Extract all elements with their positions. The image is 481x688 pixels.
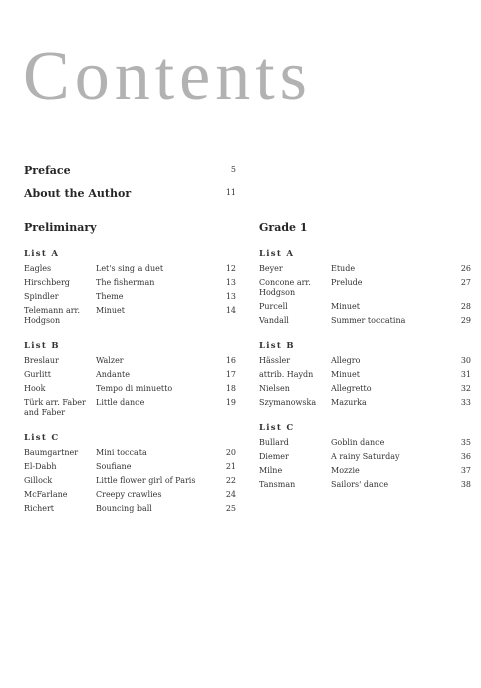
list-heading: List A xyxy=(259,249,295,259)
composer-name: Hirschberg xyxy=(24,278,70,287)
list-block xyxy=(24,432,236,516)
toc-entry xyxy=(24,502,236,516)
piece-title: Walzer xyxy=(96,356,124,365)
list-heading: List A xyxy=(24,249,60,259)
composer-name: Türk arr. Faber and Faber xyxy=(24,398,86,417)
entry-label: About the Author xyxy=(24,187,132,200)
list-heading: List C xyxy=(24,433,60,443)
piece-title: Mini toccata xyxy=(96,448,147,457)
page-number: 13 xyxy=(225,278,236,287)
page-number: 16 xyxy=(225,356,236,365)
toc-entry xyxy=(259,464,471,478)
piece-title: Etude xyxy=(331,264,356,273)
composer-name: Spindler xyxy=(24,292,59,301)
toc-entry xyxy=(24,382,236,396)
composer-name: Diemer xyxy=(259,452,289,461)
toc-entry xyxy=(259,262,471,276)
list-heading: List B xyxy=(24,341,60,351)
piece-title: Creepy crawlies xyxy=(96,490,162,499)
section-heading: Preliminary xyxy=(24,221,97,234)
toc-entry xyxy=(259,354,471,368)
page-number: 31 xyxy=(460,370,471,379)
page-number: 14 xyxy=(225,306,236,315)
page-number: 5 xyxy=(230,165,236,174)
toc-entry xyxy=(24,276,236,290)
piece-title: Minuet xyxy=(96,306,126,315)
page-number: 11 xyxy=(225,188,236,197)
page-title: Contents xyxy=(23,38,312,115)
piece-title: Andante xyxy=(96,370,130,379)
page-number: 38 xyxy=(460,480,471,489)
toc-entry xyxy=(259,382,471,396)
piece-title: Sailors' dance xyxy=(331,480,389,489)
composer-name: attrib. Haydn xyxy=(259,370,314,379)
list-block xyxy=(24,248,236,328)
composer-name: Breslaur xyxy=(24,356,59,365)
toc-entry xyxy=(24,460,236,474)
composer-name: Nielsen xyxy=(259,384,290,393)
composer-name: Bullard xyxy=(259,438,289,447)
piece-title: Minuet xyxy=(331,370,361,379)
list-heading: List C xyxy=(259,423,295,433)
toc-entry xyxy=(259,436,471,450)
toc-entry xyxy=(259,368,471,382)
composer-name: Gurlitt xyxy=(24,370,51,379)
page-number: 13 xyxy=(225,292,236,301)
toc-entry-preface xyxy=(24,164,236,180)
composer-name: Purcell xyxy=(259,302,288,311)
composer-name: Richert xyxy=(24,504,54,513)
list-block xyxy=(259,248,471,328)
piece-title: Theme xyxy=(96,292,124,301)
toc-entry xyxy=(24,446,236,460)
toc-entry xyxy=(24,304,236,328)
composer-name: Milne xyxy=(259,466,283,475)
page-number: 22 xyxy=(225,476,236,485)
toc-entry xyxy=(24,368,236,382)
composer-name: Tansman xyxy=(259,480,296,489)
page-number: 12 xyxy=(225,264,236,273)
list-block xyxy=(24,340,236,420)
toc-entry-about-author xyxy=(24,187,236,203)
toc-entry xyxy=(259,276,471,300)
page-number: 37 xyxy=(460,466,471,475)
toc-entry xyxy=(24,488,236,502)
composer-name: Hook xyxy=(24,384,46,393)
column-preliminary xyxy=(24,220,236,528)
piece-title: A rainy Saturday xyxy=(331,452,400,461)
toc-entry xyxy=(259,300,471,314)
list-heading: List B xyxy=(259,341,295,351)
piece-title: Little dance xyxy=(96,398,145,407)
page-number: 20 xyxy=(225,448,236,457)
page-number: 21 xyxy=(225,462,236,471)
piece-title: Summer toccatina xyxy=(331,316,406,325)
entry-label: Preface xyxy=(24,164,71,177)
toc-entry xyxy=(24,396,236,420)
piece-title: Little flower girl of Paris xyxy=(96,476,196,485)
toc-entry xyxy=(24,474,236,488)
page-number: 17 xyxy=(225,370,236,379)
composer-name: Hässler xyxy=(259,356,291,365)
page-number: 28 xyxy=(460,302,471,311)
page-number: 29 xyxy=(460,316,471,325)
piece-title: The fisherman xyxy=(96,278,155,287)
toc-entry xyxy=(24,290,236,304)
page-number: 32 xyxy=(460,384,471,393)
page-number: 25 xyxy=(225,504,236,513)
section-heading: Grade 1 xyxy=(259,221,308,234)
composer-name: Baumgartner xyxy=(24,448,79,457)
page-number: 24 xyxy=(225,490,236,499)
piece-title: Mozzie xyxy=(331,466,360,475)
composer-name: Vandall xyxy=(259,316,289,325)
page-number: 18 xyxy=(225,384,236,393)
toc-entry xyxy=(259,478,471,492)
composer-name: Concone arr. Hodgson xyxy=(259,278,311,297)
toc-entry xyxy=(259,314,471,328)
piece-title: Minuet xyxy=(331,302,361,311)
piece-title: Goblin dance xyxy=(331,438,385,447)
piece-title: Let's sing a duet xyxy=(96,264,164,273)
composer-name: Beyer xyxy=(259,264,283,273)
page-number: 26 xyxy=(460,264,471,273)
composer-name: El-Dabh xyxy=(24,462,57,471)
toc-entry xyxy=(24,354,236,368)
list-block xyxy=(259,422,471,492)
page-number: 35 xyxy=(460,438,471,447)
page-number: 36 xyxy=(460,452,471,461)
piece-title: Allegro xyxy=(331,356,361,365)
page-number: 30 xyxy=(460,356,471,365)
toc-entry xyxy=(24,262,236,276)
composer-name: Gillock xyxy=(24,476,53,485)
list-block xyxy=(259,340,471,410)
column-grade-1 xyxy=(259,220,471,504)
composer-name: Telemann arr. Hodgson xyxy=(24,306,81,325)
toc-entry xyxy=(259,450,471,464)
piece-title: Allegretto xyxy=(331,384,372,393)
piece-title: Tempo di minuetto xyxy=(96,384,173,393)
composer-name: Szymanowska xyxy=(259,398,317,407)
toc-entry xyxy=(259,396,471,410)
page-number: 19 xyxy=(225,398,236,407)
page-number: 27 xyxy=(460,278,471,287)
piece-title: Soufiane xyxy=(96,462,132,471)
composer-name: McFarlane xyxy=(24,490,68,499)
piece-title: Prelude xyxy=(331,278,363,287)
page-number: 33 xyxy=(460,398,471,407)
piece-title: Bouncing ball xyxy=(96,504,152,513)
piece-title: Mazurka xyxy=(331,398,367,407)
composer-name: Eagles xyxy=(24,264,52,273)
